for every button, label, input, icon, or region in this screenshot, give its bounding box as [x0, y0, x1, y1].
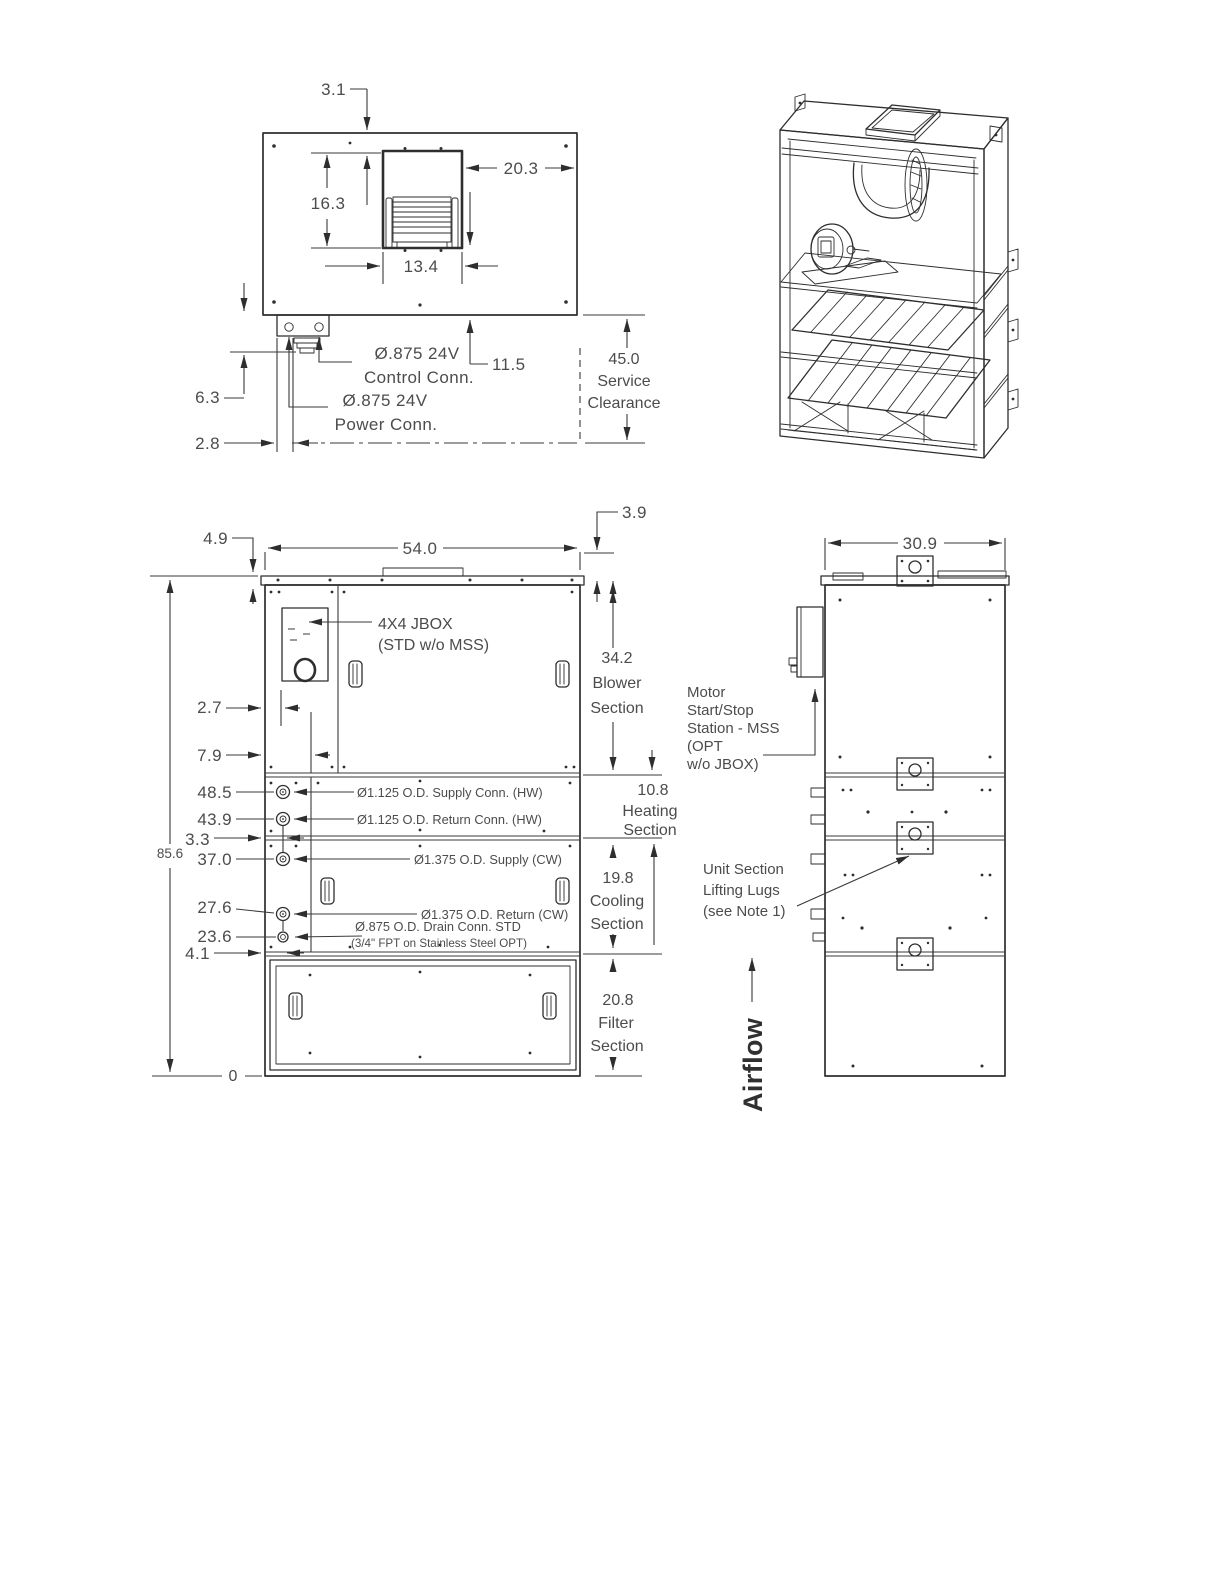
- dim-3-1: [321, 80, 367, 205]
- service-clearance-text: Clearance: [587, 395, 661, 412]
- fan-opening: [383, 147, 462, 252]
- lifting-lug-mid: [897, 822, 933, 854]
- dim-label: 2.8: [195, 434, 220, 453]
- section-label: Blower: [592, 675, 642, 692]
- section-filter: [590, 959, 643, 1076]
- dim-20-3: [466, 159, 574, 178]
- section-label: Section: [590, 916, 644, 933]
- callout-text: Ø.875 24V: [374, 344, 460, 363]
- control-knockout: [315, 323, 323, 331]
- pipe-ports: [277, 786, 290, 943]
- dim-30-9: [825, 534, 1005, 570]
- dim-label: 11.5: [492, 355, 526, 374]
- callout-text: (STD w/o MSS): [378, 637, 490, 654]
- return-hw-port: [277, 813, 290, 826]
- jbox-grommet: [295, 659, 315, 681]
- iso-right-face: [984, 118, 1008, 458]
- top-cap: [383, 568, 463, 576]
- drain-port: [278, 932, 288, 942]
- side-outline: [825, 585, 1005, 1076]
- callout-text: Motor: [687, 684, 726, 701]
- latch: [543, 993, 556, 1019]
- section-blower: [590, 590, 643, 770]
- control-conn-callout: [319, 337, 474, 387]
- stub-supply-hw: [811, 788, 825, 797]
- service-clearance-text: 45.0: [608, 351, 640, 368]
- screw-dots: [839, 599, 992, 1068]
- iso-duct-opening: [866, 105, 940, 141]
- front-view: [150, 503, 678, 1085]
- callout-text: (OPT: [687, 738, 723, 755]
- dim-label: 13.4: [403, 257, 439, 276]
- top-view: [195, 80, 660, 453]
- connector-rib: [300, 348, 314, 353]
- dim-label: 23.6: [197, 927, 232, 946]
- section-label: Heating: [622, 803, 678, 820]
- front-outline: [265, 585, 580, 1076]
- stub-return-hw: [811, 815, 825, 824]
- callout-text: (3/4" FPT on Stainless Steel OPT): [351, 937, 527, 950]
- dim-label: 27.6: [197, 898, 232, 917]
- latch: [321, 878, 334, 904]
- dim-label: 3.1: [321, 80, 346, 99]
- stub-supply-cw: [811, 854, 825, 864]
- mss-callout: [686, 684, 815, 773]
- fan-side-channel-left: [386, 198, 392, 248]
- section-dim: 34.2: [601, 650, 633, 667]
- iso-heating-coil: [792, 290, 984, 350]
- iso-cooling-coil: [788, 340, 990, 418]
- fan-side-channel-right: [452, 198, 458, 248]
- callout-text: Ø.875 O.D. Drain Conn. STD: [355, 919, 521, 934]
- power-knockout: [285, 323, 293, 331]
- callout-text: Power Conn.: [334, 415, 438, 434]
- latch: [349, 661, 362, 687]
- latch: [556, 878, 569, 904]
- dim-3-9: [584, 503, 647, 602]
- section-label: Section: [623, 822, 677, 839]
- dim-13-4: [325, 252, 498, 284]
- section-dim: 19.8: [602, 870, 634, 887]
- callout-text: Ø1.375 O.D. Return (CW): [421, 907, 569, 922]
- section-dim: 10.8: [637, 782, 669, 799]
- callout-text: Control Conn.: [363, 368, 475, 387]
- dim-label: 3.3: [185, 830, 210, 849]
- side-view: [686, 534, 1009, 1112]
- callout-text: Lifting Lugs: [703, 882, 780, 899]
- jbox: [282, 608, 328, 681]
- dim-label: 4.1: [185, 944, 210, 963]
- left-dims: [150, 576, 330, 1085]
- callout-text: (see Note 1): [703, 903, 786, 920]
- side-seams: [825, 773, 1005, 956]
- callout-text: Start/Stop: [687, 702, 754, 719]
- dim-label: 16.3: [310, 194, 346, 213]
- dim-label: 7.9: [197, 746, 222, 765]
- iso-blower: [853, 149, 929, 221]
- dim-4-9: [203, 529, 253, 604]
- dim-label: 43.9: [197, 810, 232, 829]
- connector-rib: [297, 343, 317, 348]
- callout-text: 4X4 JBOX: [378, 616, 453, 633]
- section-dim: 20.8: [602, 992, 634, 1009]
- service-clearance-text: Service: [597, 373, 651, 390]
- dim-11-5: [470, 192, 525, 374]
- jbox-callout: [309, 616, 489, 654]
- supply-cw-port: [277, 853, 290, 866]
- dim-label: 3.9: [622, 503, 647, 522]
- dim-label: 0: [228, 1068, 238, 1085]
- iso-top-rail: [782, 148, 978, 174]
- port-callouts: [294, 785, 568, 950]
- dim-label: 37.0: [197, 850, 232, 869]
- section-label: Cooling: [589, 893, 645, 910]
- lifting-lugs-callout: [703, 856, 909, 920]
- section-label: Section: [590, 1038, 644, 1055]
- airflow-label: Airflow: [738, 1017, 768, 1112]
- dim-6-3: [195, 283, 296, 407]
- dim-label: 30.9: [902, 534, 938, 553]
- dim-label: 6.3: [195, 388, 220, 407]
- fan-grille: [393, 197, 451, 248]
- dim-label: 85.6: [156, 846, 184, 861]
- pipe-stubs: [811, 788, 825, 941]
- lifting-lug-mid: [897, 938, 933, 970]
- callout-text: w/o JBOX): [687, 756, 759, 773]
- mss-box: [789, 607, 823, 677]
- section-label: Filter: [598, 1015, 634, 1032]
- iso-mid-deck: [781, 352, 977, 378]
- isometric-view: [780, 94, 1018, 458]
- lifting-lug-top: [897, 556, 933, 586]
- dim-label: 20.3: [503, 159, 539, 178]
- connection-box: [277, 315, 329, 353]
- side-top-flange: [821, 576, 1009, 585]
- callout-text: Unit Section: [703, 861, 784, 878]
- stub-return-cw: [811, 909, 825, 919]
- top-strip-right: [938, 571, 1006, 578]
- return-cw-port: [277, 908, 290, 921]
- dim-label: 4.9: [203, 529, 228, 548]
- dim-16-3: [311, 153, 381, 248]
- dim-54-0: [265, 539, 580, 570]
- lifting-lug-mid: [897, 758, 933, 790]
- callout-text: Ø1.125 O.D. Supply Conn. (HW): [357, 785, 543, 800]
- airflow-annotation: [738, 958, 768, 1112]
- dim-label: 48.5: [197, 783, 232, 802]
- connector-rib: [294, 338, 320, 343]
- top-flange: [261, 576, 584, 585]
- latch: [289, 993, 302, 1019]
- section-label: Section: [590, 700, 644, 717]
- section-cooling: [583, 845, 662, 954]
- dim-label: 54.0: [402, 539, 438, 558]
- iso-cabinet-shell: [780, 101, 1008, 458]
- callout-text: Station - MSS: [687, 720, 780, 737]
- supply-hw-port: [277, 786, 290, 799]
- callout-text: Ø1.375 O.D. Supply (CW): [414, 852, 562, 867]
- stub-drain: [813, 933, 825, 941]
- latch: [556, 661, 569, 687]
- callout-text: Ø1.125 O.D. Return Conn. (HW): [357, 812, 542, 827]
- dim-label: 2.7: [197, 698, 222, 717]
- callout-text: Ø.875 24V: [342, 391, 428, 410]
